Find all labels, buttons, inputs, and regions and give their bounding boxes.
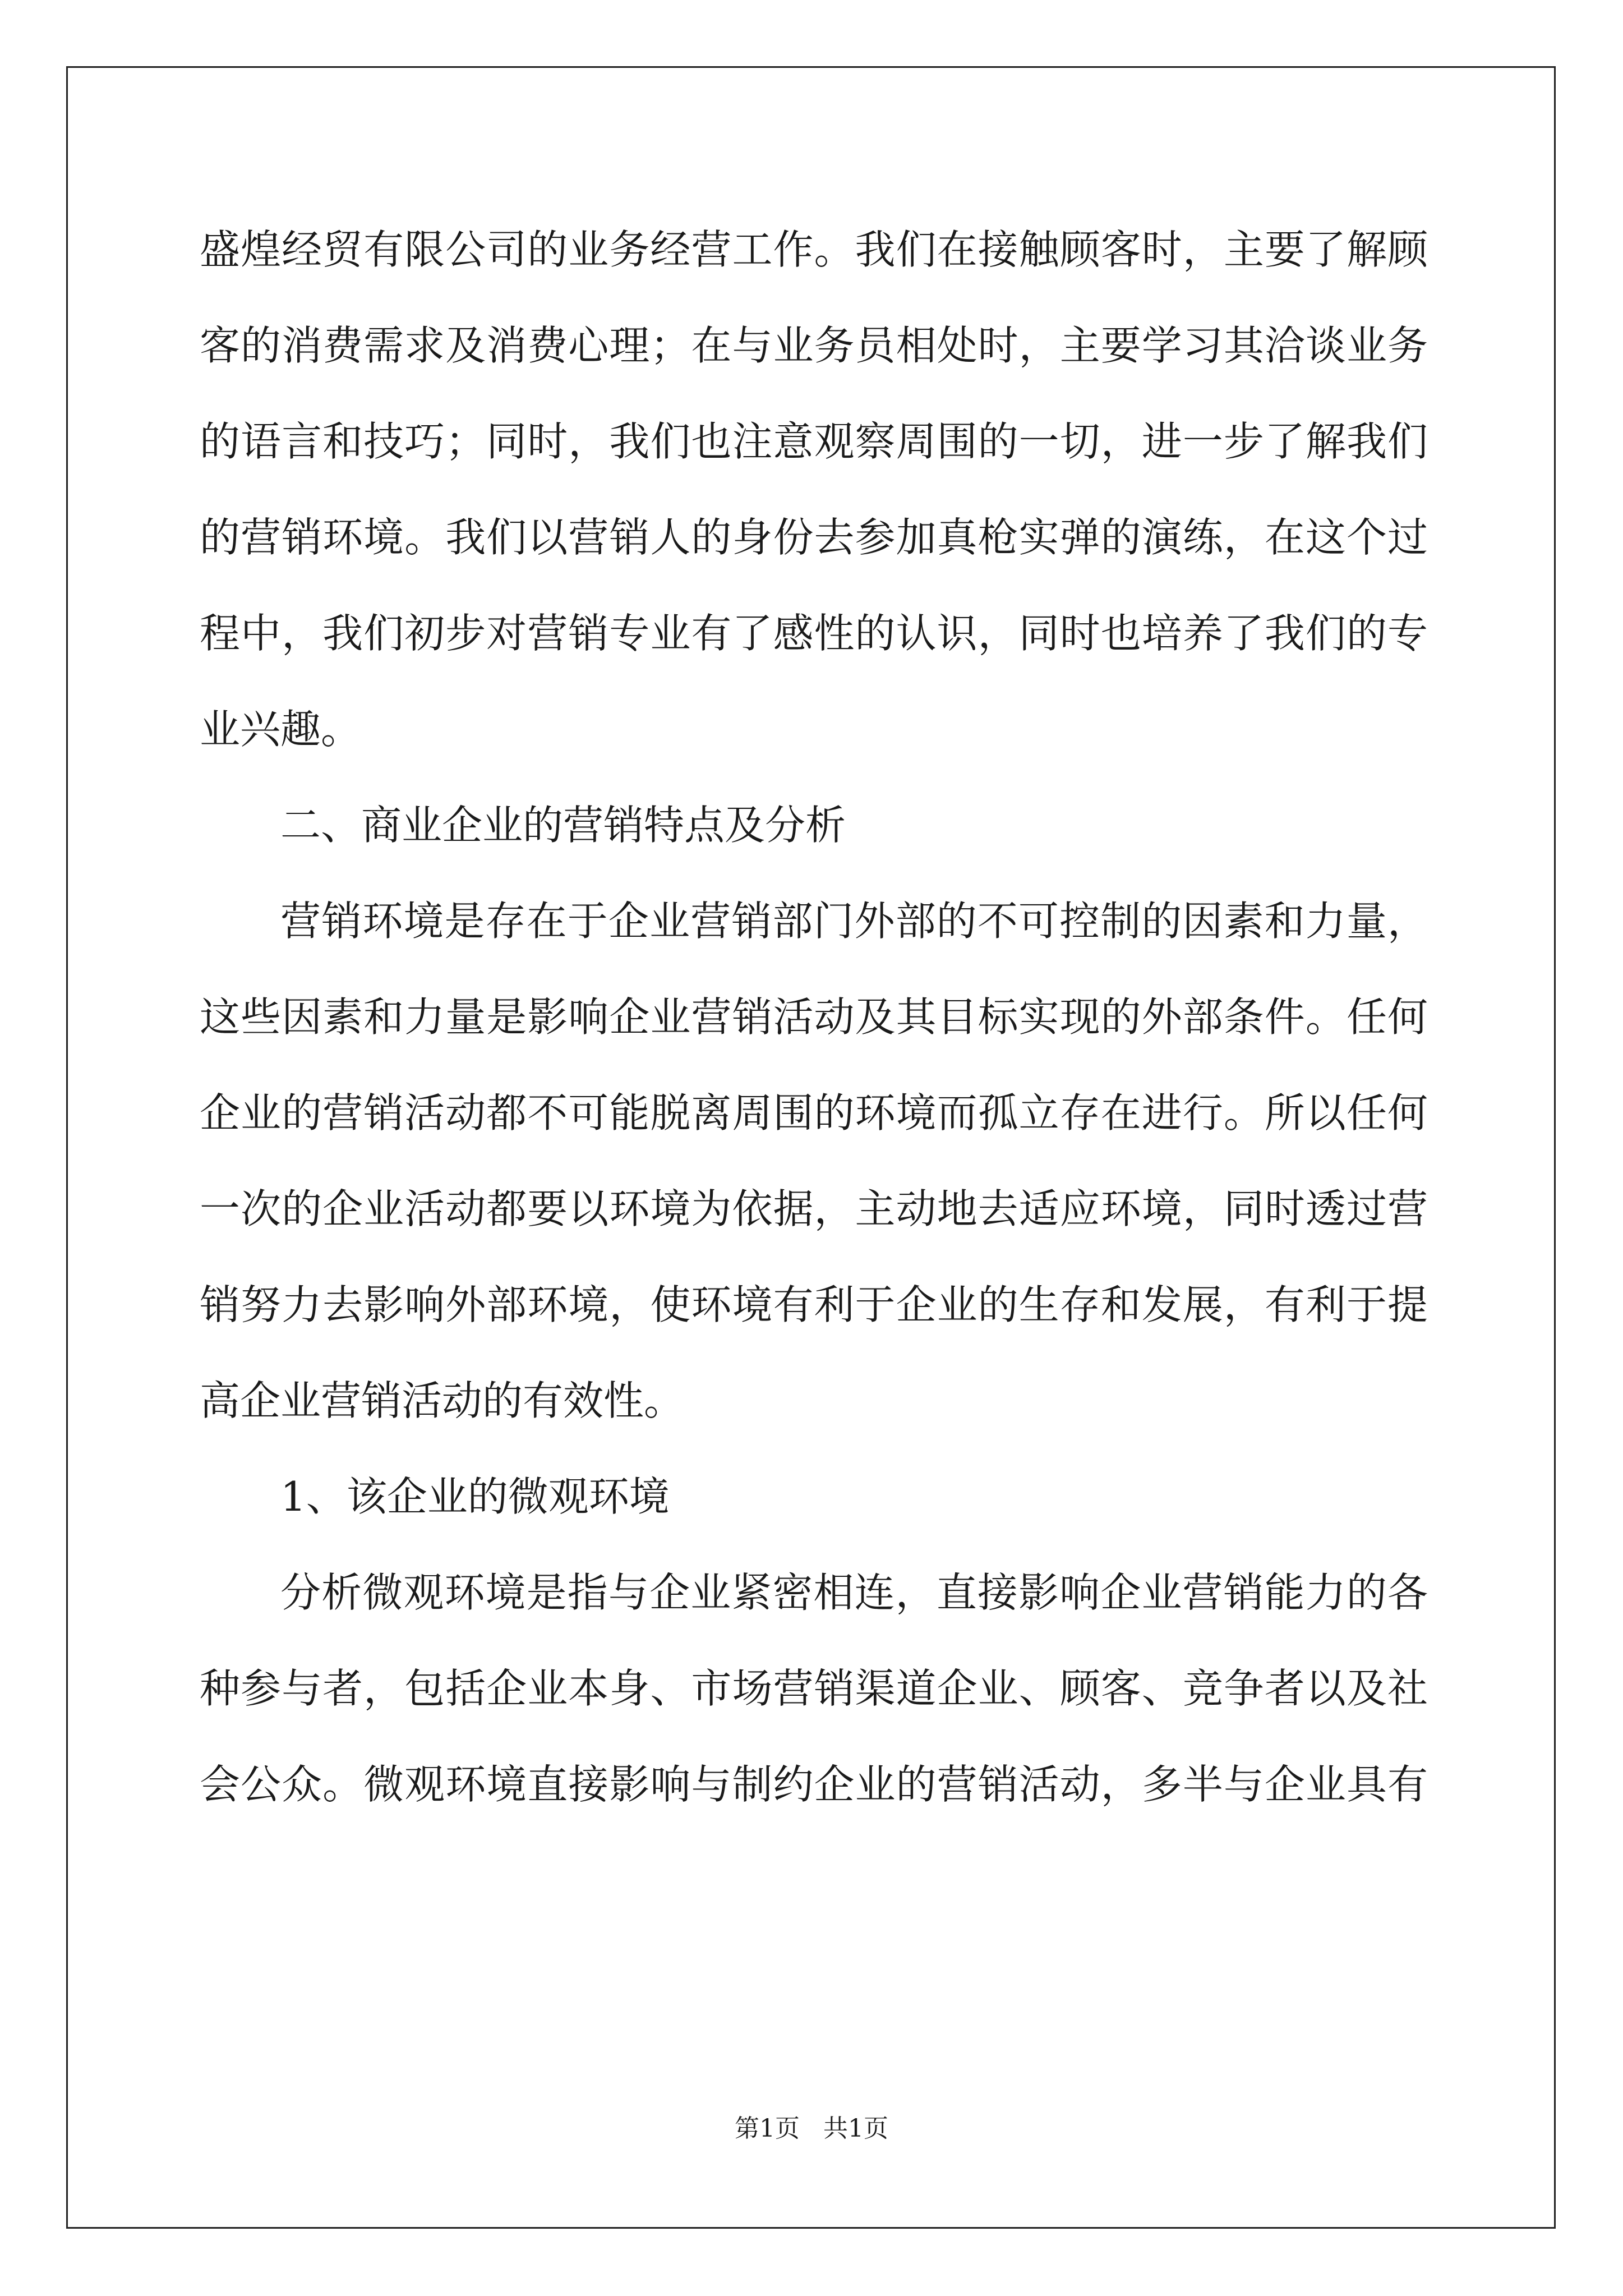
paragraph-line: 营销环境是存在于企业营销部门外部的不可控制的因素和力量，: [280, 898, 1428, 945]
document-body: [200, 213, 1428, 1844]
subsection-heading: 1、该企业的微观环境: [280, 1473, 670, 1520]
paragraph-line: 企业的营销活动都不可能脱离周围的环境而孤立存在进行。所以任何: [200, 1089, 1428, 1137]
section-heading: 二、商业企业的营销特点及分析: [280, 802, 846, 849]
paragraph-line: 程中，我们初步对营销专业有了感性的认识，同时也培养了我们的专: [200, 610, 1428, 657]
paragraph-line: 一次的企业活动都要以环境为依据，主动地去适应环境，同时透过营: [200, 1185, 1428, 1232]
paragraph-line: 盛煌经贸有限公司的业务经营工作。我们在接触顾客时，主要了解顾: [200, 226, 1428, 273]
paragraph-line: 的语言和技巧；同时，我们也注意观察周围的一切，进一步了解我们: [200, 418, 1428, 465]
paragraph-line: 的营销环境。我们以营销人的身份去参加真枪实弹的演练，在这个过: [200, 514, 1428, 561]
paragraph-line: 分析微观环境是指与企业紧密相连，直接影响企业营销能力的各: [280, 1569, 1428, 1616]
paragraph-line: 这些因素和力量是影响企业营销活动及其目标实现的外部条件。任何: [200, 993, 1428, 1041]
paragraph-line: 会公众。微观环境直接影响与制约企业的营销活动，多半与企业具有: [200, 1761, 1428, 1808]
paragraph-line: 高企业营销活动的有效性。: [200, 1377, 685, 1424]
paragraph-line: 客的消费需求及消费心理；在与业务员相处时，主要学习其洽谈业务: [200, 322, 1428, 369]
page-number-footer: 第1页 共1页: [735, 2114, 888, 2143]
paragraph-line: 种参与者，包括企业本身、市场营销渠道企业、顾客、竞争者以及社: [200, 1665, 1428, 1712]
paragraph-line: 业兴趣。: [200, 706, 362, 753]
paragraph-line: 销努力去影响外部环境，使环境有利于企业的生存和发展，有利于提: [200, 1281, 1428, 1328]
